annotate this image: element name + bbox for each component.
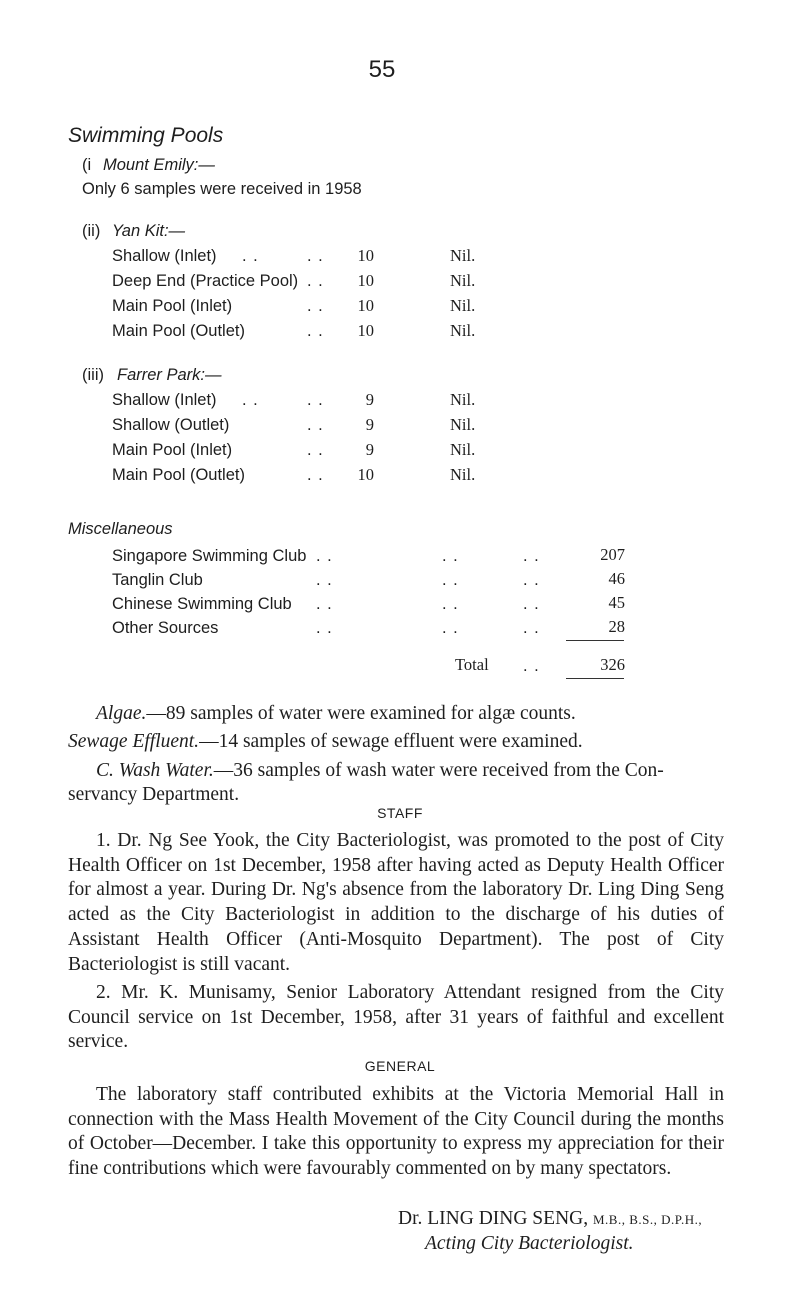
staff-paragraph-2: 2. Mr. K. Munisamy, Senior Laboratory Attendant resigned from the City Council service on 1st December, 1958, after 31 years of faithful and excellent service. [68, 982, 724, 1053]
table-row-label: Main Pool (Outlet) [112, 466, 245, 484]
result-value: Nil. [450, 415, 476, 434]
table-row-label: Main Pool (Inlet) [112, 441, 233, 459]
leader-dots: . . [442, 571, 459, 589]
wash-text-line2: servancy Department. [68, 784, 240, 805]
sample-count: 10 [357, 271, 374, 290]
section-title: Swimming Pools [68, 124, 224, 147]
sum-rule-bottom [566, 678, 624, 679]
table-row-label: Deep End (Practice Pool) [112, 272, 299, 290]
wash-text-line1: —36 samples of wash water were received from the Con- [213, 760, 664, 781]
signature-line [398, 1208, 702, 1230]
sample-count: 9 [365, 440, 374, 459]
misc-title: Miscellaneous [68, 520, 173, 538]
leader-dots: . . [307, 297, 324, 315]
leader-dots: . . [316, 547, 333, 565]
part-ii-label: (ii) [82, 222, 101, 240]
leader-dots: . . [242, 391, 259, 409]
table-row-label: Shallow (Inlet) [112, 391, 217, 409]
table-row-label: Other Sources [112, 619, 219, 637]
staff-paragraph-1: 1. Dr. Ng See Yook, the City Bacteriologist, was promoted to the post of City Health Officer on 1st December, 1958 after having acted as Deputy Health Officer for almost a year. During Dr. Ng's absence from the laboratory Dr. Ling Ding Seng acted as the City Bacteriologist in addition to the discharge of his duties of Assistant Health Officer (Anti-Mosquito Department). The post of City Bacteriologist is still vacant. [68, 830, 724, 975]
result-value: Nil. [450, 321, 476, 340]
result-value: Nil. [450, 296, 476, 315]
leader-dots: . . [307, 272, 324, 290]
misc-value: 46 [608, 569, 625, 588]
leader-dots: . . [523, 619, 540, 637]
sewage-paragraph [68, 731, 583, 753]
sum-rule-top [566, 640, 624, 641]
result-value: Nil. [450, 246, 476, 265]
staff-heading: STAFF [377, 805, 423, 821]
page-number: 55 [368, 56, 396, 83]
misc-value: 207 [600, 545, 625, 564]
result-value: Nil. [450, 465, 476, 484]
total-value: 326 [600, 655, 625, 674]
part-i-label: (i [82, 156, 92, 174]
leader-dots: . . [316, 595, 333, 613]
total-label: Total [455, 655, 489, 674]
leader-dots: . . [307, 391, 324, 409]
leader-dots: . . [316, 571, 333, 589]
leader-dots: . . [307, 416, 324, 434]
leader-dots: . . [523, 595, 540, 613]
leader-dots: . . [442, 547, 459, 565]
leader-dots: . . [523, 571, 540, 589]
result-value: Nil. [450, 440, 476, 459]
wash-water-paragraph [96, 760, 664, 782]
algae-text: —89 samples of water were examined for algæ counts. [146, 703, 576, 724]
table-row-label: Main Pool (Inlet) [112, 297, 233, 315]
table-row-label: Singapore Swimming Club [112, 547, 307, 565]
table-row-label: Tanglin Club [112, 571, 203, 589]
part-i-note: Only 6 samples were received in 1958 [82, 180, 362, 198]
part-ii-place: Yan Kit:— [112, 222, 186, 240]
leader-dots: . . [442, 619, 459, 637]
table-row-label: Shallow (Inlet) [112, 247, 217, 265]
part-i-place: Mount Emily:— [103, 156, 215, 174]
sample-count: 9 [365, 390, 374, 409]
signature-title: Acting City Bacteriologist. [425, 1233, 634, 1254]
sample-count: 10 [357, 321, 374, 340]
leader-dots: . . [307, 441, 324, 459]
result-value: Nil. [450, 390, 476, 409]
table-row-label: Chinese Swimming Club [112, 595, 292, 613]
leader-dots: . . [523, 547, 540, 565]
part-iii-label: (iii) [82, 366, 104, 384]
leader-dots: . . [523, 657, 540, 675]
leader-dots: . . [316, 619, 333, 637]
table-row-label: Shallow (Outlet) [112, 416, 230, 434]
wash-lead: C. Wash Water. [96, 760, 214, 781]
leader-dots: . . [442, 595, 459, 613]
general-paragraph: The laboratory staff contributed exhibits at the Victoria Memorial Hall in connection with the Mass Health Movement of the City Council during the months of October—December. I take this opportunity to express my appreciation for their fine contributions which were favourably commented on by many spectators. [68, 1084, 724, 1180]
misc-value: 28 [608, 617, 625, 636]
signature-degrees: M.B., B.S., D.P.H., [592, 1212, 703, 1227]
signature-name: Dr. LING DING SENG, [398, 1208, 589, 1229]
misc-value: 45 [608, 593, 625, 612]
algae-lead: Algae. [96, 703, 147, 724]
sewage-text: —14 samples of sewage effluent were examined. [199, 731, 583, 752]
result-value: Nil. [450, 271, 476, 290]
table-row-label: Main Pool (Outlet) [112, 322, 245, 340]
leader-dots: . . [242, 247, 259, 265]
leader-dots: . . [307, 466, 324, 484]
sewage-lead: Sewage Effluent. [68, 731, 200, 752]
sample-count: 9 [365, 415, 374, 434]
general-heading: GENERAL [364, 1058, 436, 1074]
sample-count: 10 [357, 246, 374, 265]
sample-count: 10 [357, 296, 374, 315]
sample-count: 10 [357, 465, 374, 484]
leader-dots: . . [307, 247, 324, 265]
leader-dots: . . [307, 322, 324, 340]
algae-paragraph [96, 703, 576, 725]
part-iii-place: Farrer Park:— [117, 366, 222, 384]
